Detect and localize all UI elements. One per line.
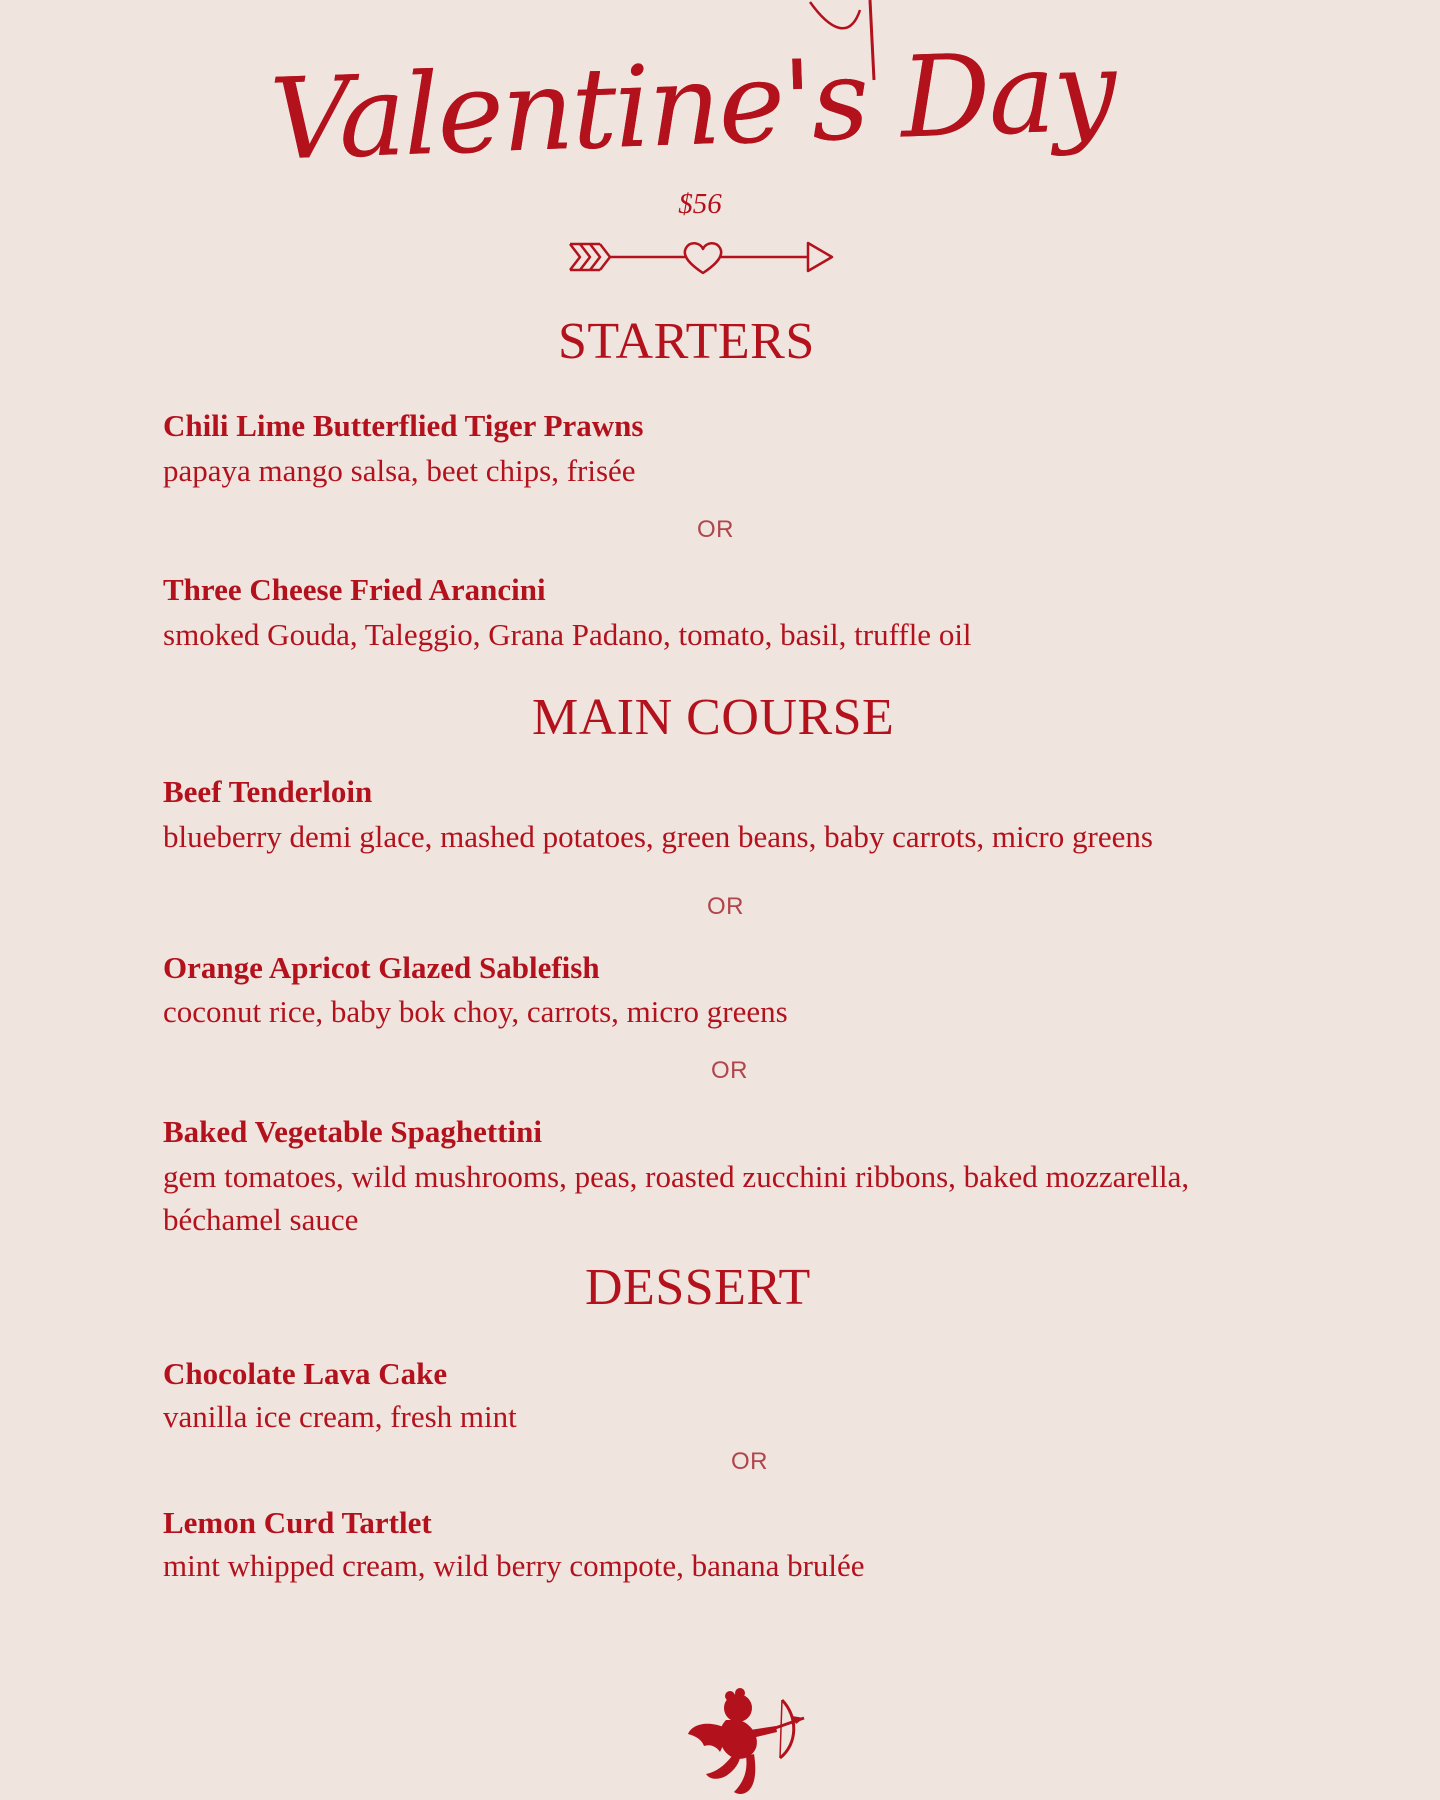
menu-title-text: Valentine's Day — [268, 26, 1117, 186]
dish-name: Orange Apricot Glazed Sablefish — [163, 950, 600, 985]
section-title-starters: STARTERS — [558, 313, 815, 370]
cupid-icon — [686, 1686, 810, 1800]
dish-name: Chili Lime Butterflied Tiger Prawns — [163, 408, 644, 443]
or-divider: OR — [731, 1448, 768, 1475]
section-title-dessert: DESSERT — [585, 1259, 811, 1316]
dish-name: Lemon Curd Tartlet — [163, 1505, 432, 1540]
dish-description: mint whipped cream, wild berry compote, banana brulée — [163, 1548, 865, 1583]
dish-description: coconut rice, baby bok choy, carrots, micro greens — [163, 994, 788, 1029]
or-divider: OR — [697, 516, 734, 543]
or-divider: OR — [707, 893, 744, 920]
menu-price: $56 — [678, 188, 722, 220]
dish-description: gem tomatoes, wild mushrooms, peas, roasted zucchini ribbons, baked mozzarella, béchamel sauce — [163, 1159, 1190, 1237]
dish-name: Three Cheese Fried Arancini — [163, 572, 546, 607]
dish-description: smoked Gouda, Taleggio, Grana Padano, tomato, basil, truffle oil — [163, 617, 972, 652]
arrow-heart-icon — [568, 236, 838, 278]
section-title-main-course: MAIN COURSE — [532, 689, 895, 746]
dish-name: Baked Vegetable Spaghettini — [163, 1114, 542, 1149]
dish-description: papaya mango salsa, beet chips, frisée — [163, 453, 636, 488]
dish-name: Chocolate Lava Cake — [163, 1356, 448, 1391]
dish-description: blueberry demi glace, mashed potatoes, green beans, baby carrots, micro greens — [163, 819, 1153, 854]
dish-description: vanilla ice cream, fresh mint — [163, 1399, 517, 1434]
dish-name: Beef Tenderloin — [163, 774, 373, 809]
or-divider: OR — [711, 1057, 748, 1084]
